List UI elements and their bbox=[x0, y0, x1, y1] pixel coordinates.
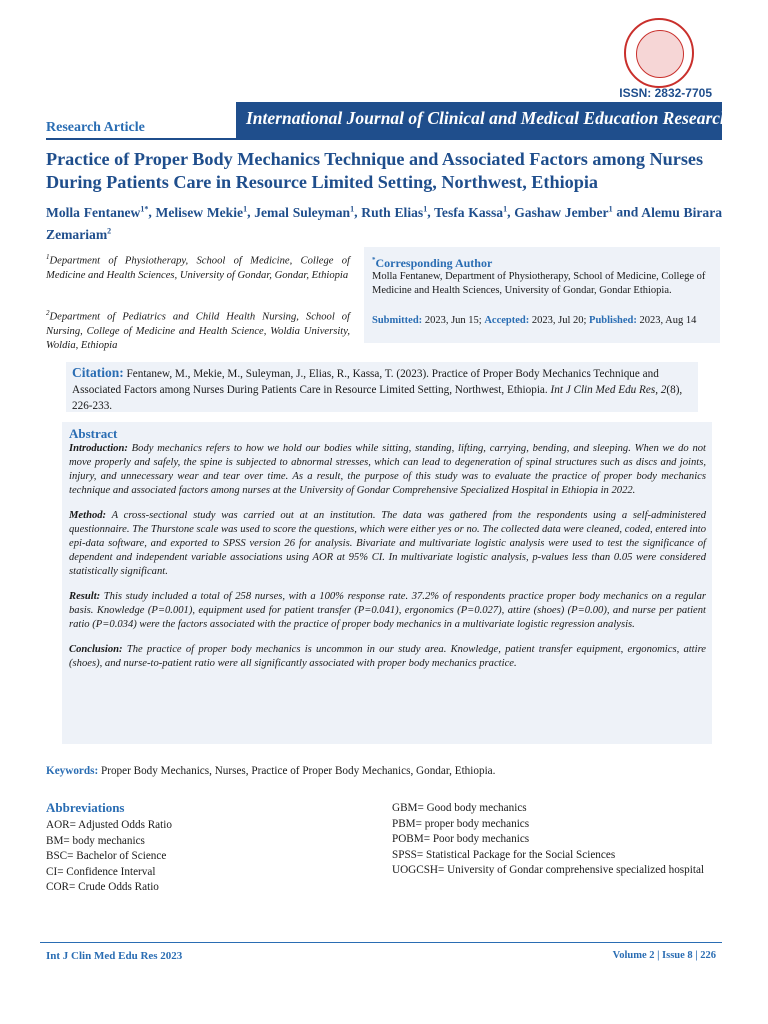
journal-logo bbox=[624, 18, 694, 88]
keywords: Keywords: Proper Body Mechanics, Nurses, Practice of Proper Body Mechanics, Gondar, Ethiopia. bbox=[46, 765, 496, 777]
author: Molla Fentanew$^{1*}$ bbox=[46, 204, 149, 220]
author: Tesfa Kassa$^1$ bbox=[434, 204, 508, 220]
corresponding-author-heading: *Corresponding Author bbox=[372, 256, 493, 270]
footer-rule bbox=[40, 942, 722, 943]
issn: ISSN: 2832-7705 bbox=[619, 86, 712, 100]
citation-text: Fentanew, M., Mekie, M., Suleyman, J., Elias, R., Kassa, T. (2023). Practice of Proper Body Mechanics Technique and Associated Factors among Nurses During Patients Care in Resource Limited Setting, Northwest, Ethiopia. bbox=[72, 368, 659, 396]
author: Gashaw Jember$^1$ bbox=[514, 204, 613, 220]
abbreviations-heading: Abbreviations bbox=[46, 800, 125, 815]
journal-logo-emblem bbox=[636, 30, 684, 78]
footer-journal: Int J Clin Med Edu Res 2023 bbox=[46, 950, 183, 962]
corresponding-author-box bbox=[364, 247, 720, 343]
citation-label: Citation: bbox=[72, 365, 124, 380]
abbreviations-list-left bbox=[46, 818, 346, 896]
author: Jemal Suleyman$^1$ bbox=[254, 204, 355, 220]
journal-name-banner: International Journal of Clinical and Medical Education Research bbox=[236, 102, 722, 138]
article-title: Practice of Proper Body Mechanics Technique and Associated Factors among Nurses During Patients Care in Resource Limited Setting, Northwest, Ethiopia bbox=[46, 149, 704, 192]
abbreviation-item: PBM= proper body mechanics bbox=[392, 817, 530, 830]
abbreviation-item: POBM= Poor body mechanics bbox=[392, 833, 530, 845]
abstract-heading: Abstract bbox=[69, 426, 118, 441]
abstract-box bbox=[62, 422, 712, 744]
abbreviations-list-right bbox=[392, 801, 723, 879]
article-type: Research Article bbox=[46, 120, 145, 135]
author: Alemu Birara Zemariam$^2$ bbox=[46, 204, 723, 243]
abbreviation-item: BM= body mechanics bbox=[46, 834, 145, 847]
abbreviation-item: UOGCSH= University of Gondar comprehensive specialized hospital bbox=[392, 864, 705, 876]
header-rule bbox=[46, 138, 722, 140]
article-dates: Submitted: 2023, Jun 15; Accepted: 2023, Jul 20; Published: 2023, Aug 14 bbox=[372, 315, 697, 326]
affiliation: $^1$Department of Physiotherapy, School of Medicine, College of Medicine and Health Sciences, University of Gondar, Gondar, Ethiopia bbox=[46, 253, 350, 281]
citation-box: Citation: Fentanew, M., Mekie, M., Suleyman, J., Elias, R., Kassa, T. (2023). Practice of Proper Body Mechanics Technique and Associated Factors among Nurses During Patients Care in Resource Limited Setting, Northwest, Ethiopia. Int J Clin Med Edu Res, 2(8), 226-233. bbox=[66, 362, 698, 412]
author: Ruth Elias$^1$ bbox=[361, 204, 428, 220]
abbreviation-item: COR= Crude Odds Ratio bbox=[46, 881, 159, 893]
abbreviation-item: SPSS= Statistical Package for the Social Sciences bbox=[392, 848, 616, 861]
corresponding-author-text: Molla Fentanew, Department of Physiotherapy, School of Medicine, College of Medicine and Health Sciences, University of Gondar, Gondar Ethiopia. bbox=[372, 271, 706, 296]
abbreviation-item: GBM= Good body mechanics bbox=[392, 802, 527, 814]
abbreviation-item: BSC= Bachelor of Science bbox=[46, 850, 167, 862]
abbreviation-item: AOR= Adjusted Odds Ratio bbox=[46, 819, 172, 831]
abstract-result: Result: This study included a total of 258 nurses, with a 100% response rate. 37.2% of respondents practice proper body mechanics on a regular basis. Knowledge (P=0.001), equipment used for patient transfer (P=0.041), ergonomics (P=0.027), attire (shoes) (P=0.00), and nurse per patient ratio (P=0.034) were the factors associated with the practice of proper body mechanics in a multivariate logistic regression analysis. bbox=[69, 591, 706, 630]
footer-volume-page: Volume 2 | Issue 8 | 226 bbox=[612, 950, 716, 961]
author-list: Molla Fentanew$^{1*}$, Melisew Mekie$^1$, Jemal Suleyman$^1$, Ruth Elias$^1$, Tesfa Kassa$^1$, Gashaw Jember$^1$ and Alemu Birara Zemariam$^2$ bbox=[46, 204, 723, 243]
abstract-conclusion: Conclusion: The practice of proper body mechanics is uncommon in our study area. Knowledge, patient transfer equipment, ergonomics, attire (shoes), and nurse-to-patient ratio were all significantly associated with proper body mechanics practice. bbox=[69, 644, 707, 669]
abstract-introduction: Introduction: Body mechanics refers to how we hold our bodies while sitting, standing, lifting, carrying, bending, and sleeping. When we do not move properly and safely, the spine is subjected to abnormal stresses, which can lead to degeneration of spinal structures such as discs and joints, injury, and unnecessary wear and tear over time. As a result, the purpose of this study was to evaluate the practice of proper body mechanics technique and associated factors among nurses at the University of Gondar Comprehensive Specialized Hospital in Ethiopia in 2022. bbox=[69, 443, 707, 496]
abbreviation-item: CI= Confidence Interval bbox=[46, 865, 156, 878]
affiliation: $^2$Department of Pediatrics and Child Health Nursing, School of Nursing, College of Medicine and Health Science, Woldia University, Woldia, Ethiopia bbox=[46, 309, 350, 351]
author: Melisew Mekie$^1$ bbox=[155, 204, 248, 220]
abstract-method: Method: A cross-sectional study was carried out at an institution. The data was gathered from the respondents using a self-administered questionnaire. The Thurstone scale was used to score the questions, which were either yes or no. The collected data were cleaned, coded, entered into epi-data software, and exported to SPSS version 26 for analysis. Bivariate and multivariate logistic analysis were used to test the significance of dependent and independent variable associations using AOR at 95% CI. In multivariate logistic analysis, p-values less than 0.05 were considered statistically significant. bbox=[69, 510, 706, 577]
